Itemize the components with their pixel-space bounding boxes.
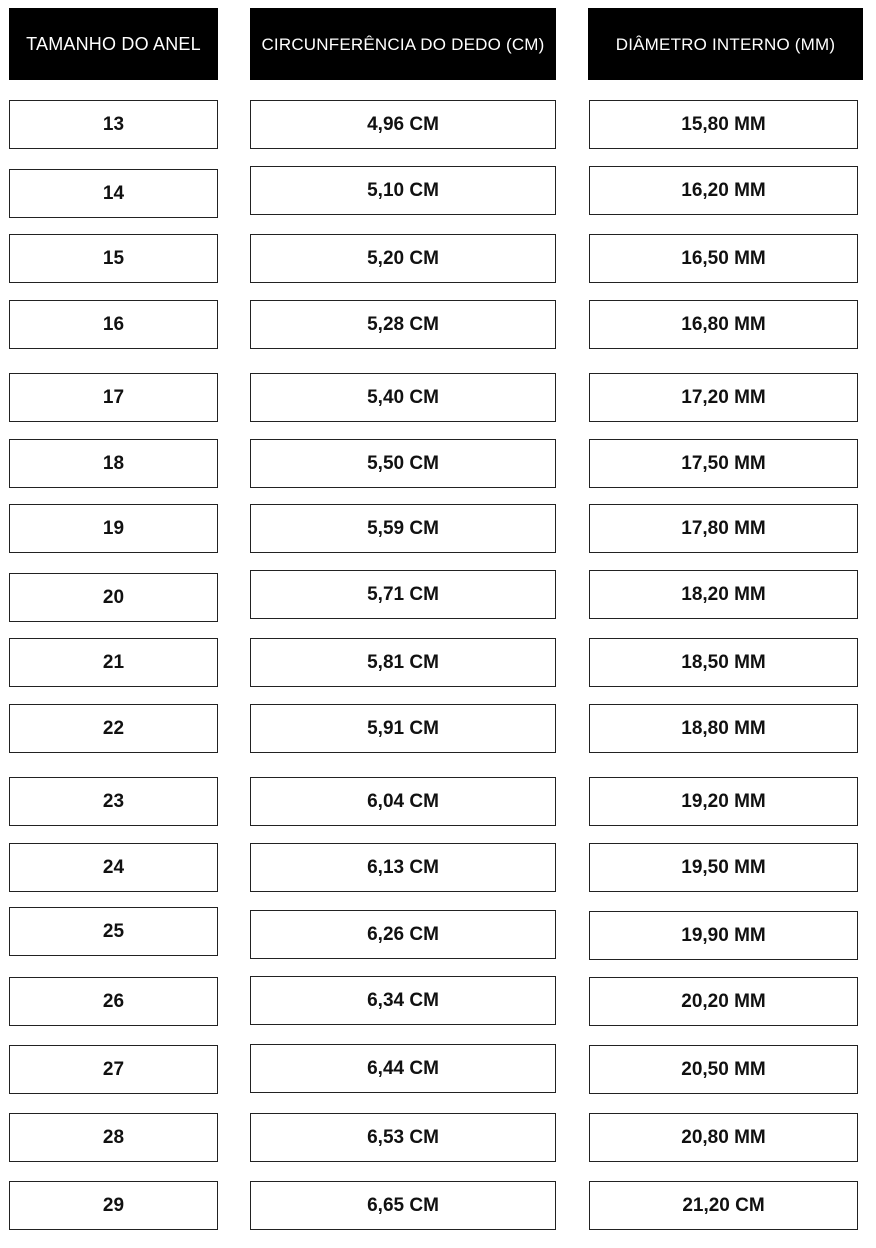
diameter-cell: 19,20 MM: [589, 777, 858, 826]
circumference-cell: 6,04 CM: [250, 777, 556, 826]
circumference-cell: 5,50 CM: [250, 439, 556, 488]
circumference-cell: 5,28 CM: [250, 300, 556, 349]
diameter-cell: 18,50 MM: [589, 638, 858, 687]
ring-size-cell: 22: [9, 704, 218, 753]
ring-size-cell: 27: [9, 1045, 218, 1094]
circumference-cell: 5,40 CM: [250, 373, 556, 422]
diameter-cell: 19,90 MM: [589, 911, 858, 960]
diameter-cell: 16,20 MM: [589, 166, 858, 215]
ring-size-cell: 21: [9, 638, 218, 687]
circumference-cell: 6,26 CM: [250, 910, 556, 959]
ring-size-cell: 17: [9, 373, 218, 422]
circumference-cell: 5,71 CM: [250, 570, 556, 619]
ring-size-cell: 18: [9, 439, 218, 488]
ring-size-cell: 25: [9, 907, 218, 956]
diameter-cell: 17,50 MM: [589, 439, 858, 488]
circumference-cell: 6,65 CM: [250, 1181, 556, 1230]
diameter-cell: 19,50 MM: [589, 843, 858, 892]
ring-size-cell: 28: [9, 1113, 218, 1162]
circumference-cell: 4,96 CM: [250, 100, 556, 149]
diameter-cell: 20,80 MM: [589, 1113, 858, 1162]
ring-size-cell: 16: [9, 300, 218, 349]
circumference-cell: 5,91 CM: [250, 704, 556, 753]
diameter-cell: 16,80 MM: [589, 300, 858, 349]
ring-size-cell: 29: [9, 1181, 218, 1230]
circumference-cell: 6,13 CM: [250, 843, 556, 892]
diameter-cell: 18,80 MM: [589, 704, 858, 753]
circumference-cell: 5,59 CM: [250, 504, 556, 553]
circumference-cell: 5,81 CM: [250, 638, 556, 687]
header-finger-circumference: CIRCUNFERÊNCIA DO DEDO (CM): [250, 8, 556, 80]
ring-size-cell: 24: [9, 843, 218, 892]
diameter-cell: 21,20 CM: [589, 1181, 858, 1230]
diameter-cell: 20,20 MM: [589, 977, 858, 1026]
diameter-cell: 16,50 MM: [589, 234, 858, 283]
diameter-cell: 17,80 MM: [589, 504, 858, 553]
ring-size-cell: 26: [9, 977, 218, 1026]
diameter-cell: 20,50 MM: [589, 1045, 858, 1094]
circumference-cell: 6,34 CM: [250, 976, 556, 1025]
ring-size-cell: 23: [9, 777, 218, 826]
circumference-cell: 5,10 CM: [250, 166, 556, 215]
header-ring-size: TAMANHO DO ANEL: [9, 8, 218, 80]
ring-size-cell: 13: [9, 100, 218, 149]
diameter-cell: 15,80 MM: [589, 100, 858, 149]
circumference-cell: 5,20 CM: [250, 234, 556, 283]
ring-size-cell: 20: [9, 573, 218, 622]
circumference-cell: 6,44 CM: [250, 1044, 556, 1093]
ring-size-cell: 15: [9, 234, 218, 283]
header-inner-diameter: DIÂMETRO INTERNO (MM): [588, 8, 863, 80]
circumference-cell: 6,53 CM: [250, 1113, 556, 1162]
ring-size-cell: 14: [9, 169, 218, 218]
ring-size-cell: 19: [9, 504, 218, 553]
diameter-cell: 18,20 MM: [589, 570, 858, 619]
diameter-cell: 17,20 MM: [589, 373, 858, 422]
